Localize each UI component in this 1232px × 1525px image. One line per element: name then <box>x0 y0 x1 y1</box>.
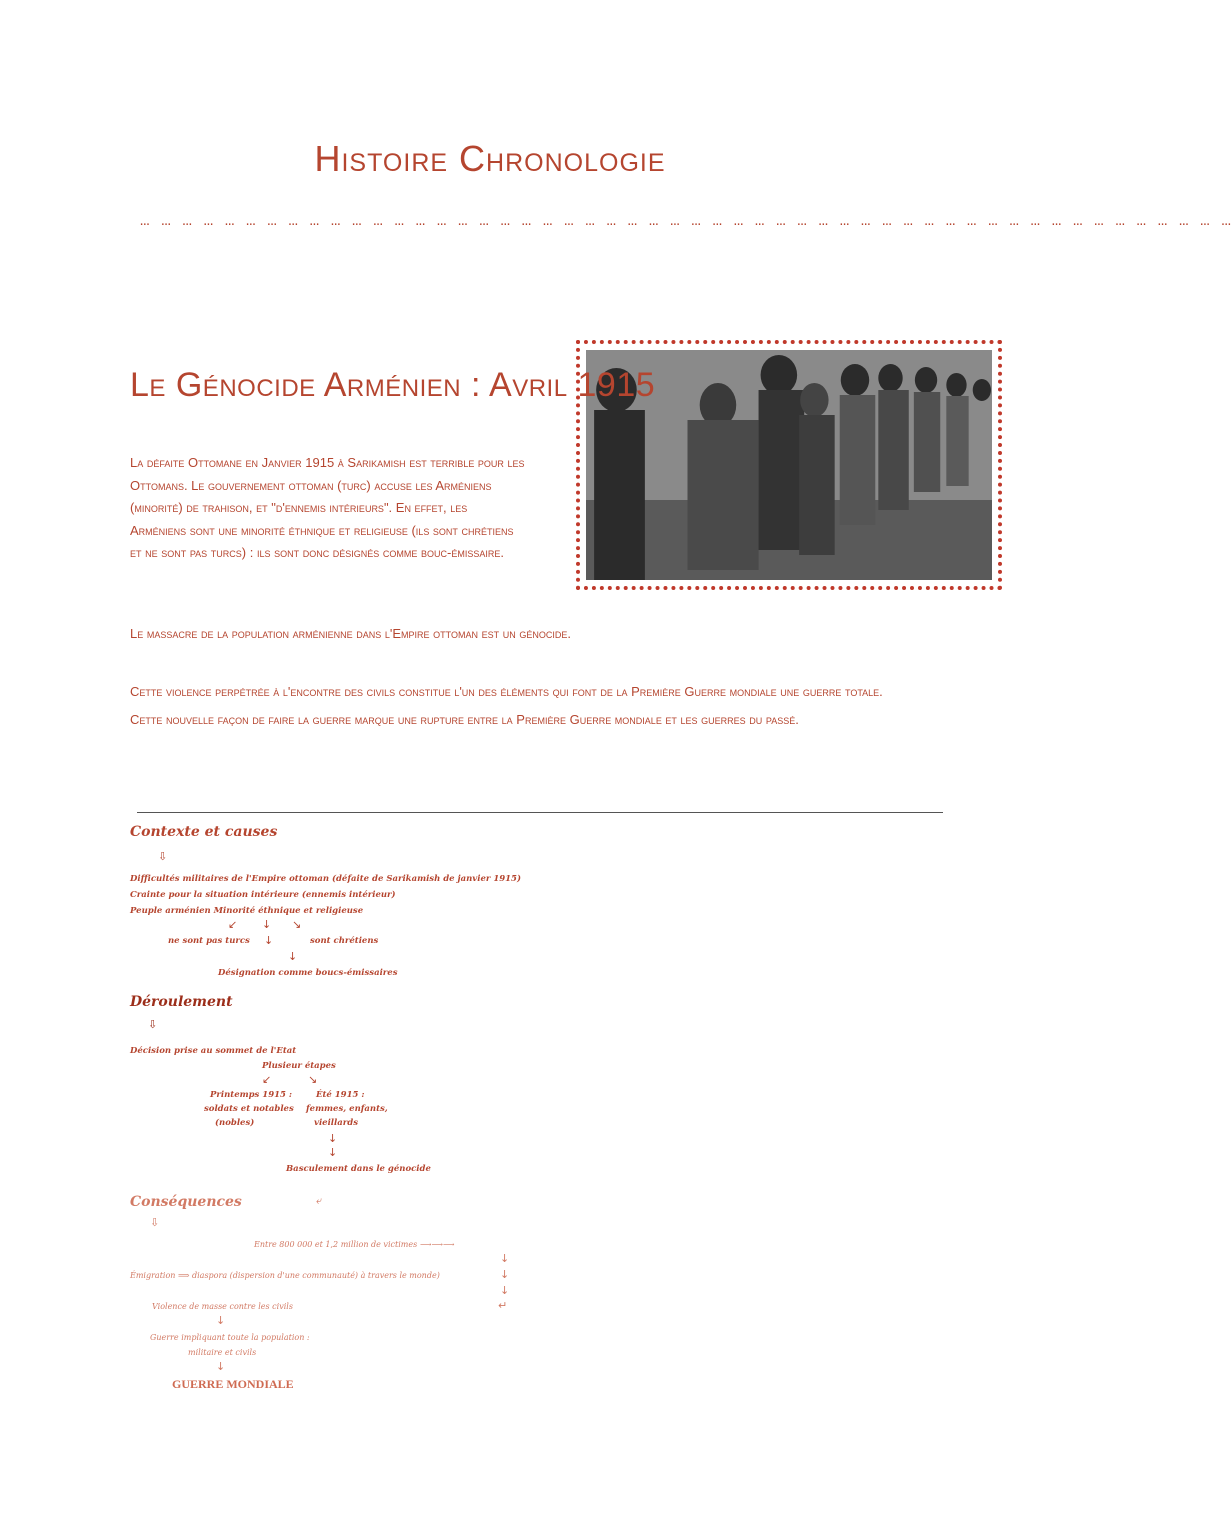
intro-line: Arméniens sont une minorité éthnique et religieuse (ils sont chrétiens <box>130 522 514 538</box>
victims-count: Entre 800 000 et 1,2 million de victimes <box>254 1240 418 1249</box>
arrow-down-icon: ↓ <box>500 1252 510 1265</box>
process-decision: Décision prise au sommet de l'Etat <box>130 1046 297 1056</box>
total-war-line: Guerre impliquant toute la population : <box>150 1333 310 1342</box>
spring-detail: soldats et notables <box>204 1104 294 1114</box>
curved-arrow-icon: ⤶ <box>316 1194 323 1207</box>
arrow-down-icon: ↓ <box>264 934 274 947</box>
context-line: Difficultés militaires de l'Empire ottoman (défaite de Sarikamish de janvier 1915) <box>130 874 521 884</box>
arrow-down-right-icon: ↘ <box>308 1073 318 1086</box>
process-result: Basculement dans le génocide <box>286 1164 431 1174</box>
context-result: Désignation comme boucs-émissaires <box>218 968 398 978</box>
mass-violence-line: Violence de masse contre les civils <box>152 1302 293 1311</box>
arrow-down-icon: ↓ <box>216 1314 226 1327</box>
summer-detail: femmes, enfants, <box>306 1104 388 1114</box>
page-title: Histoire Chronologie <box>314 138 666 179</box>
spring-1915: Printemps 1915 : <box>210 1090 293 1100</box>
arrow-down-icon: ↓ <box>262 918 272 931</box>
intro-line: La défaite Ottomane en Janvier 1915 à Sarikamish est terrible pour les <box>130 455 525 470</box>
process-heading: Déroulement <box>130 994 233 1010</box>
context-branch-left: ne sont pas turcs <box>168 936 250 946</box>
dotted-divider: … … … … … … … … … … … … … … … … … … … … … … … … … … … … … … … … … … … … … … … … … … … … … … … … … … … … <box>140 212 1232 230</box>
arrow-down-icon: ↓ <box>500 1268 510 1281</box>
spring-detail: (nobles) <box>215 1118 255 1128</box>
intro-paragraph <box>130 452 560 565</box>
down-arrow-icon: ⇩ <box>158 850 168 863</box>
summer-1915: Été 1915 : <box>316 1090 365 1100</box>
world-war-label: GUERRE MONDIALE <box>172 1377 294 1391</box>
section-divider <box>137 812 943 813</box>
intro-line: et ne sont pas turcs) : ils sont donc désignés comme bouc-émissaire. <box>130 545 504 560</box>
context-line: Peuple arménien Minorité éthnique et religieuse <box>130 906 364 916</box>
intro-line: Ottomans. Le gouvernement ottoman (turc) accuse les Arméniens <box>130 477 492 493</box>
arrow-down-left-icon: ↙ <box>262 1073 272 1086</box>
rupture-statement: Cette nouvelle façon de faire la guerre marque une rupture entre la Première Guerre mondiale et les guerres du passé. <box>130 712 799 727</box>
total-war-statement: Cette violence perpétrée à l'encontre des civils constitue l'un des éléments qui font de la Première Guerre mondiale une guerre totale. <box>130 684 883 699</box>
down-arrow-icon: ⇩ <box>150 1216 160 1229</box>
section-title: Le Génocide Arménien : Avril 1915 <box>130 366 656 404</box>
arrow-down-right-icon: ↘ <box>292 918 302 931</box>
genocide-statement: Le massacre de la population arménienne dans l'Empire ottoman est un génocide. <box>130 626 571 641</box>
arrow-right-icon: ⟶⟶⟶ <box>420 1240 455 1249</box>
arrow-down-icon: ↓ <box>500 1284 510 1297</box>
arrow-down-icon: ↓ <box>288 950 298 963</box>
down-arrow-icon: ⇩ <box>148 1018 158 1031</box>
arrow-down-left-icon: ↙ <box>228 918 238 931</box>
arrow-down-icon: ↓ <box>328 1132 338 1145</box>
total-war-line: militaire et civils <box>188 1348 257 1357</box>
context-branch-right: sont chrétiens <box>310 936 379 946</box>
context-heading: Contexte et causes <box>130 824 278 840</box>
emigration-line: Émigration ⟹ diaspora (dispersion d'une communauté) à travers le monde) <box>130 1271 440 1280</box>
consequences-heading: Conséquences <box>130 1194 242 1210</box>
summer-detail: vieillards <box>314 1118 358 1128</box>
process-stages: Plusieur étapes <box>262 1061 336 1071</box>
arrow-down-icon: ↓ <box>216 1360 226 1373</box>
arrow-down-icon: ↓ <box>328 1146 338 1159</box>
return-arrow-icon: ↵ <box>498 1299 508 1312</box>
intro-line: (minorité) de trahison, et "d'ennemis intérieurs". En effet, les <box>130 500 468 515</box>
context-line: Crainte pour la situation intérieure (ennemis intérieur) <box>130 890 396 900</box>
